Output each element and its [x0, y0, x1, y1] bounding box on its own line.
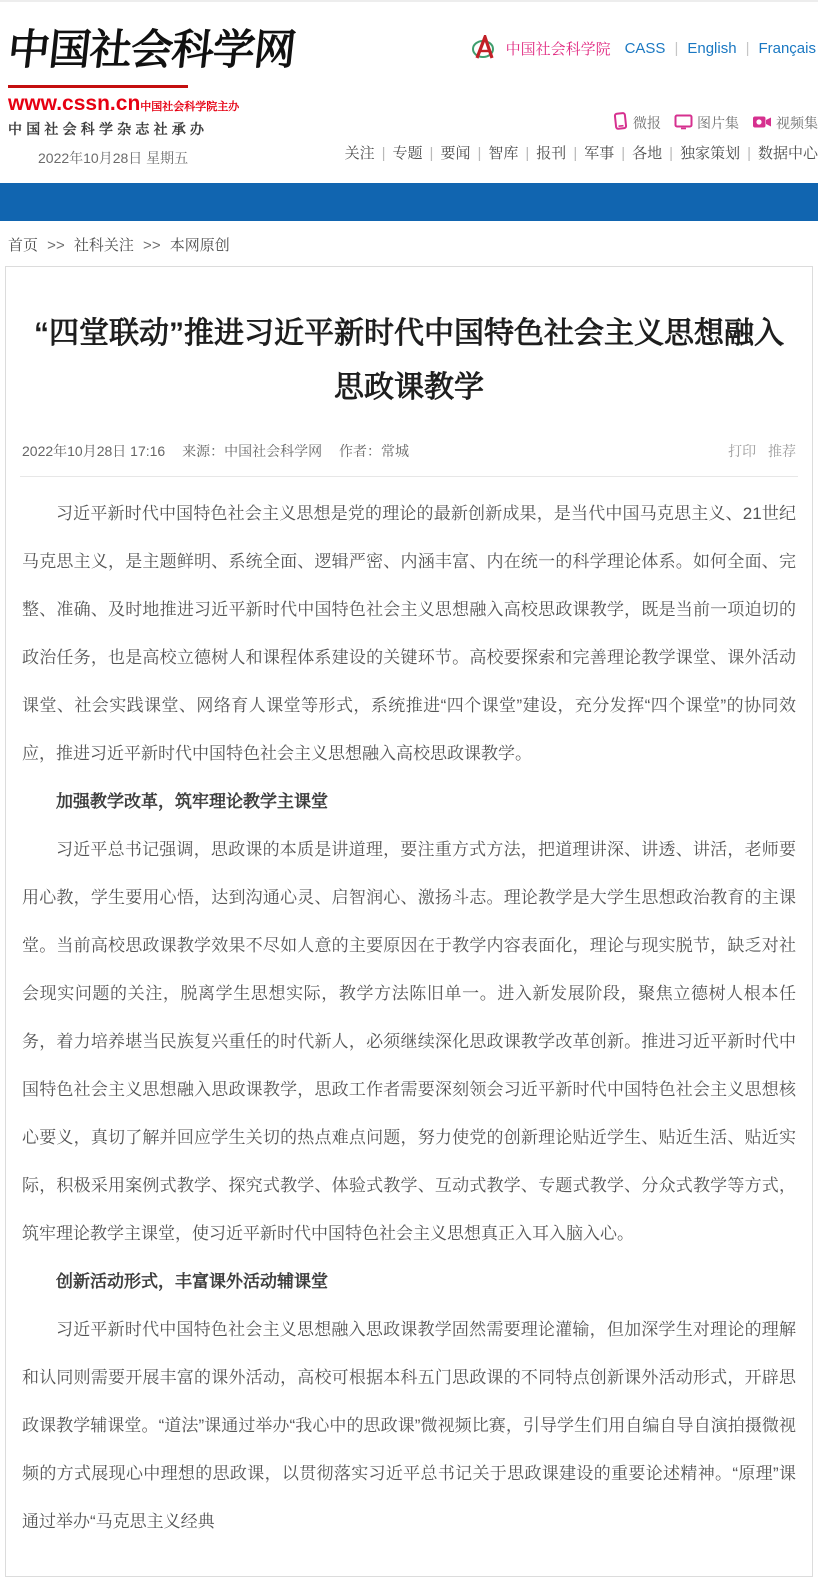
nav-item-独家策划[interactable]: 独家策划 [680, 145, 741, 162]
nav-separator: | [525, 145, 530, 162]
article-title: “四堂联动”推进习近平新时代中国特色社会主义思想融入思政课教学 [34, 317, 784, 404]
nav-separator: | [669, 145, 674, 162]
nav-banner-bar [0, 183, 818, 221]
article-source: 来源：中国社会科学网 [182, 443, 323, 459]
breadcrumb-separator: >> [138, 237, 165, 254]
cass-logo-icon [471, 35, 497, 61]
article-body [20, 477, 798, 1546]
article-subheading: 加强教学改革，筑牢理论教学主课堂 [56, 792, 328, 811]
breadcrumb-item-社科关注[interactable]: 社科关注 [73, 237, 134, 254]
lang-link-cass[interactable]: CASS [624, 39, 666, 57]
main-nav [345, 142, 818, 163]
article-meta [22, 441, 422, 461]
breadcrumb-item-本网原创[interactable]: 本网原创 [169, 237, 230, 254]
media-link-图片集[interactable] [674, 113, 739, 133]
site-logo[interactable] [5, 20, 298, 168]
site-organizer: 中国社会科学杂志社承办 [8, 121, 209, 137]
media-link-label: 微报 [633, 115, 661, 131]
nav-item-报刊[interactable]: 报刊 [536, 145, 567, 162]
article-paragraph: 习近平总书记强调，思政课的本质是讲道理，要注重方式方法，把道理讲深、讲透、讲活，老师要用心教，学生要用心悟，达到沟通心灵、启智润心、激扬斗志。理论教学是大学生思想政治教育的主课堂。当前高校思政课教学效果不尽如人意的主要原因在于教学内容表面化，理论与现实脱节，缺乏对社会现实问题的关注，脱离学生思想实际，教学方法陈旧单一。进入新发展阶段，聚焦立德树人根本任务，着力培养堪当民族复兴重任的时代新人，必须继续深化思政课教学改革创新。推进习近平新时代中国特色社会主义思想融入思政课教学，思政工作者需要深刻领会习近平新时代中国特色社会主义思想核心要义，真切了解并回应学生关切的热点难点问题，努力使党的创新理论贴近学生、贴近生活、贴近实际，积极采用案例式教学、探究式教学、体验式教学、互动式教学、专题式教学、分众式教学等方式，筑牢理论教学主课堂，使习近平新时代中国特色社会主义思想真正入耳入脑入心。 [22, 840, 796, 1243]
nav-item-专题[interactable]: 专题 [392, 145, 423, 162]
breadcrumb [0, 221, 818, 266]
article-datetime: 2022年10月28日 17:16 [22, 443, 166, 459]
media-link-label: 图片集 [697, 115, 739, 131]
nav-item-智库[interactable]: 智库 [488, 145, 519, 162]
media-link-label: 视频集 [776, 115, 818, 131]
nav-item-数据中心[interactable]: 数据中心 [757, 145, 818, 162]
nav-separator: | [747, 145, 751, 162]
lang-link-english[interactable]: English [687, 39, 737, 57]
article-container [5, 266, 813, 1577]
media-links [612, 112, 818, 134]
cass-org-link[interactable]: 中国社会科学院 [505, 40, 611, 58]
link-separator: | [674, 39, 679, 57]
nav-separator: | [381, 145, 386, 162]
article-meta-row [20, 441, 798, 477]
breadcrumb-item-首页[interactable]: 首页 [8, 237, 39, 254]
header-date: 2022年10月28日 星期五 [38, 150, 189, 166]
nav-item-军事[interactable]: 军事 [584, 145, 615, 162]
site-logo-calligraphy[interactable]: 中国社会科学网 [5, 25, 298, 74]
article-subheading: 创新活动形式，丰富课外活动辅课堂 [56, 1272, 328, 1291]
article-author: 作者：常城 [339, 443, 409, 459]
top-links [471, 35, 816, 61]
logo-underline [8, 85, 188, 88]
nav-item-关注[interactable]: 关注 [344, 145, 375, 162]
link-separator: | [745, 39, 750, 57]
print-button[interactable]: 打印 [728, 443, 757, 459]
media-link-微报[interactable] [612, 112, 661, 134]
nav-separator: | [573, 145, 578, 162]
site-url-row [8, 92, 295, 116]
breadcrumb-separator: >> [43, 237, 69, 254]
media-link-视频集[interactable] [752, 113, 818, 133]
site-url-link[interactable]: www.cssn.cn [8, 92, 141, 115]
nav-item-各地[interactable]: 各地 [632, 145, 663, 162]
picture-icon [674, 113, 693, 133]
article-actions [720, 441, 796, 461]
site-header [0, 0, 818, 183]
article-paragraph: 习近平新时代中国特色社会主义思想融入思政课教学固然需要理论灌输，但加深学生对理论的理解和认同则需要开展丰富的课外活动，高校可根据本科五门思政课的不同特点创新课外活动形式，开辟思政课教学辅课堂。“道法”课通过举办“我心中的思政课”微视频比赛，引导学生们用自编自导自演拍摄微视频的方式展现心中理想的思政课，以贯彻落实习近平总书记关于思政课建设的重要论述精神。“原理”课通过举办“马克思主义经典 [22, 1320, 796, 1531]
mobile-paper-icon [612, 112, 629, 134]
nav-separator: | [621, 145, 626, 162]
video-camera-icon [752, 114, 772, 133]
recommend-button[interactable]: 推荐 [768, 443, 796, 459]
host-note: 中国社会科学院主办 [140, 101, 240, 113]
lang-link-français[interactable]: Français [758, 39, 816, 57]
nav-separator: | [429, 145, 434, 162]
article-paragraph: 习近平新时代中国特色社会主义思想是党的理论的最新创新成果，是当代中国马克思主义、21世纪马克思主义，是主题鲜明、系统全面、逻辑严密、内涵丰富、内在统一的科学理论体系。如何全面、完整、准确、及时地推进习近平新时代中国特色社会主义思想融入高校思政课教学，既是当前一项迫切的政治任务，也是高校立德树人和课程体系建设的关键环节。高校要探索和完善理论教学课堂、课外活动课堂、社会实践课堂、网络育人课堂等形式，系统推进“四个课堂”建设，充分发挥“四个课堂”的协同效应，推进习近平新时代中国特色社会主义思想融入高校思政课教学。 [22, 504, 796, 763]
nav-item-要闻[interactable]: 要闻 [440, 145, 471, 162]
nav-separator: | [477, 145, 482, 162]
language-links [625, 40, 816, 57]
